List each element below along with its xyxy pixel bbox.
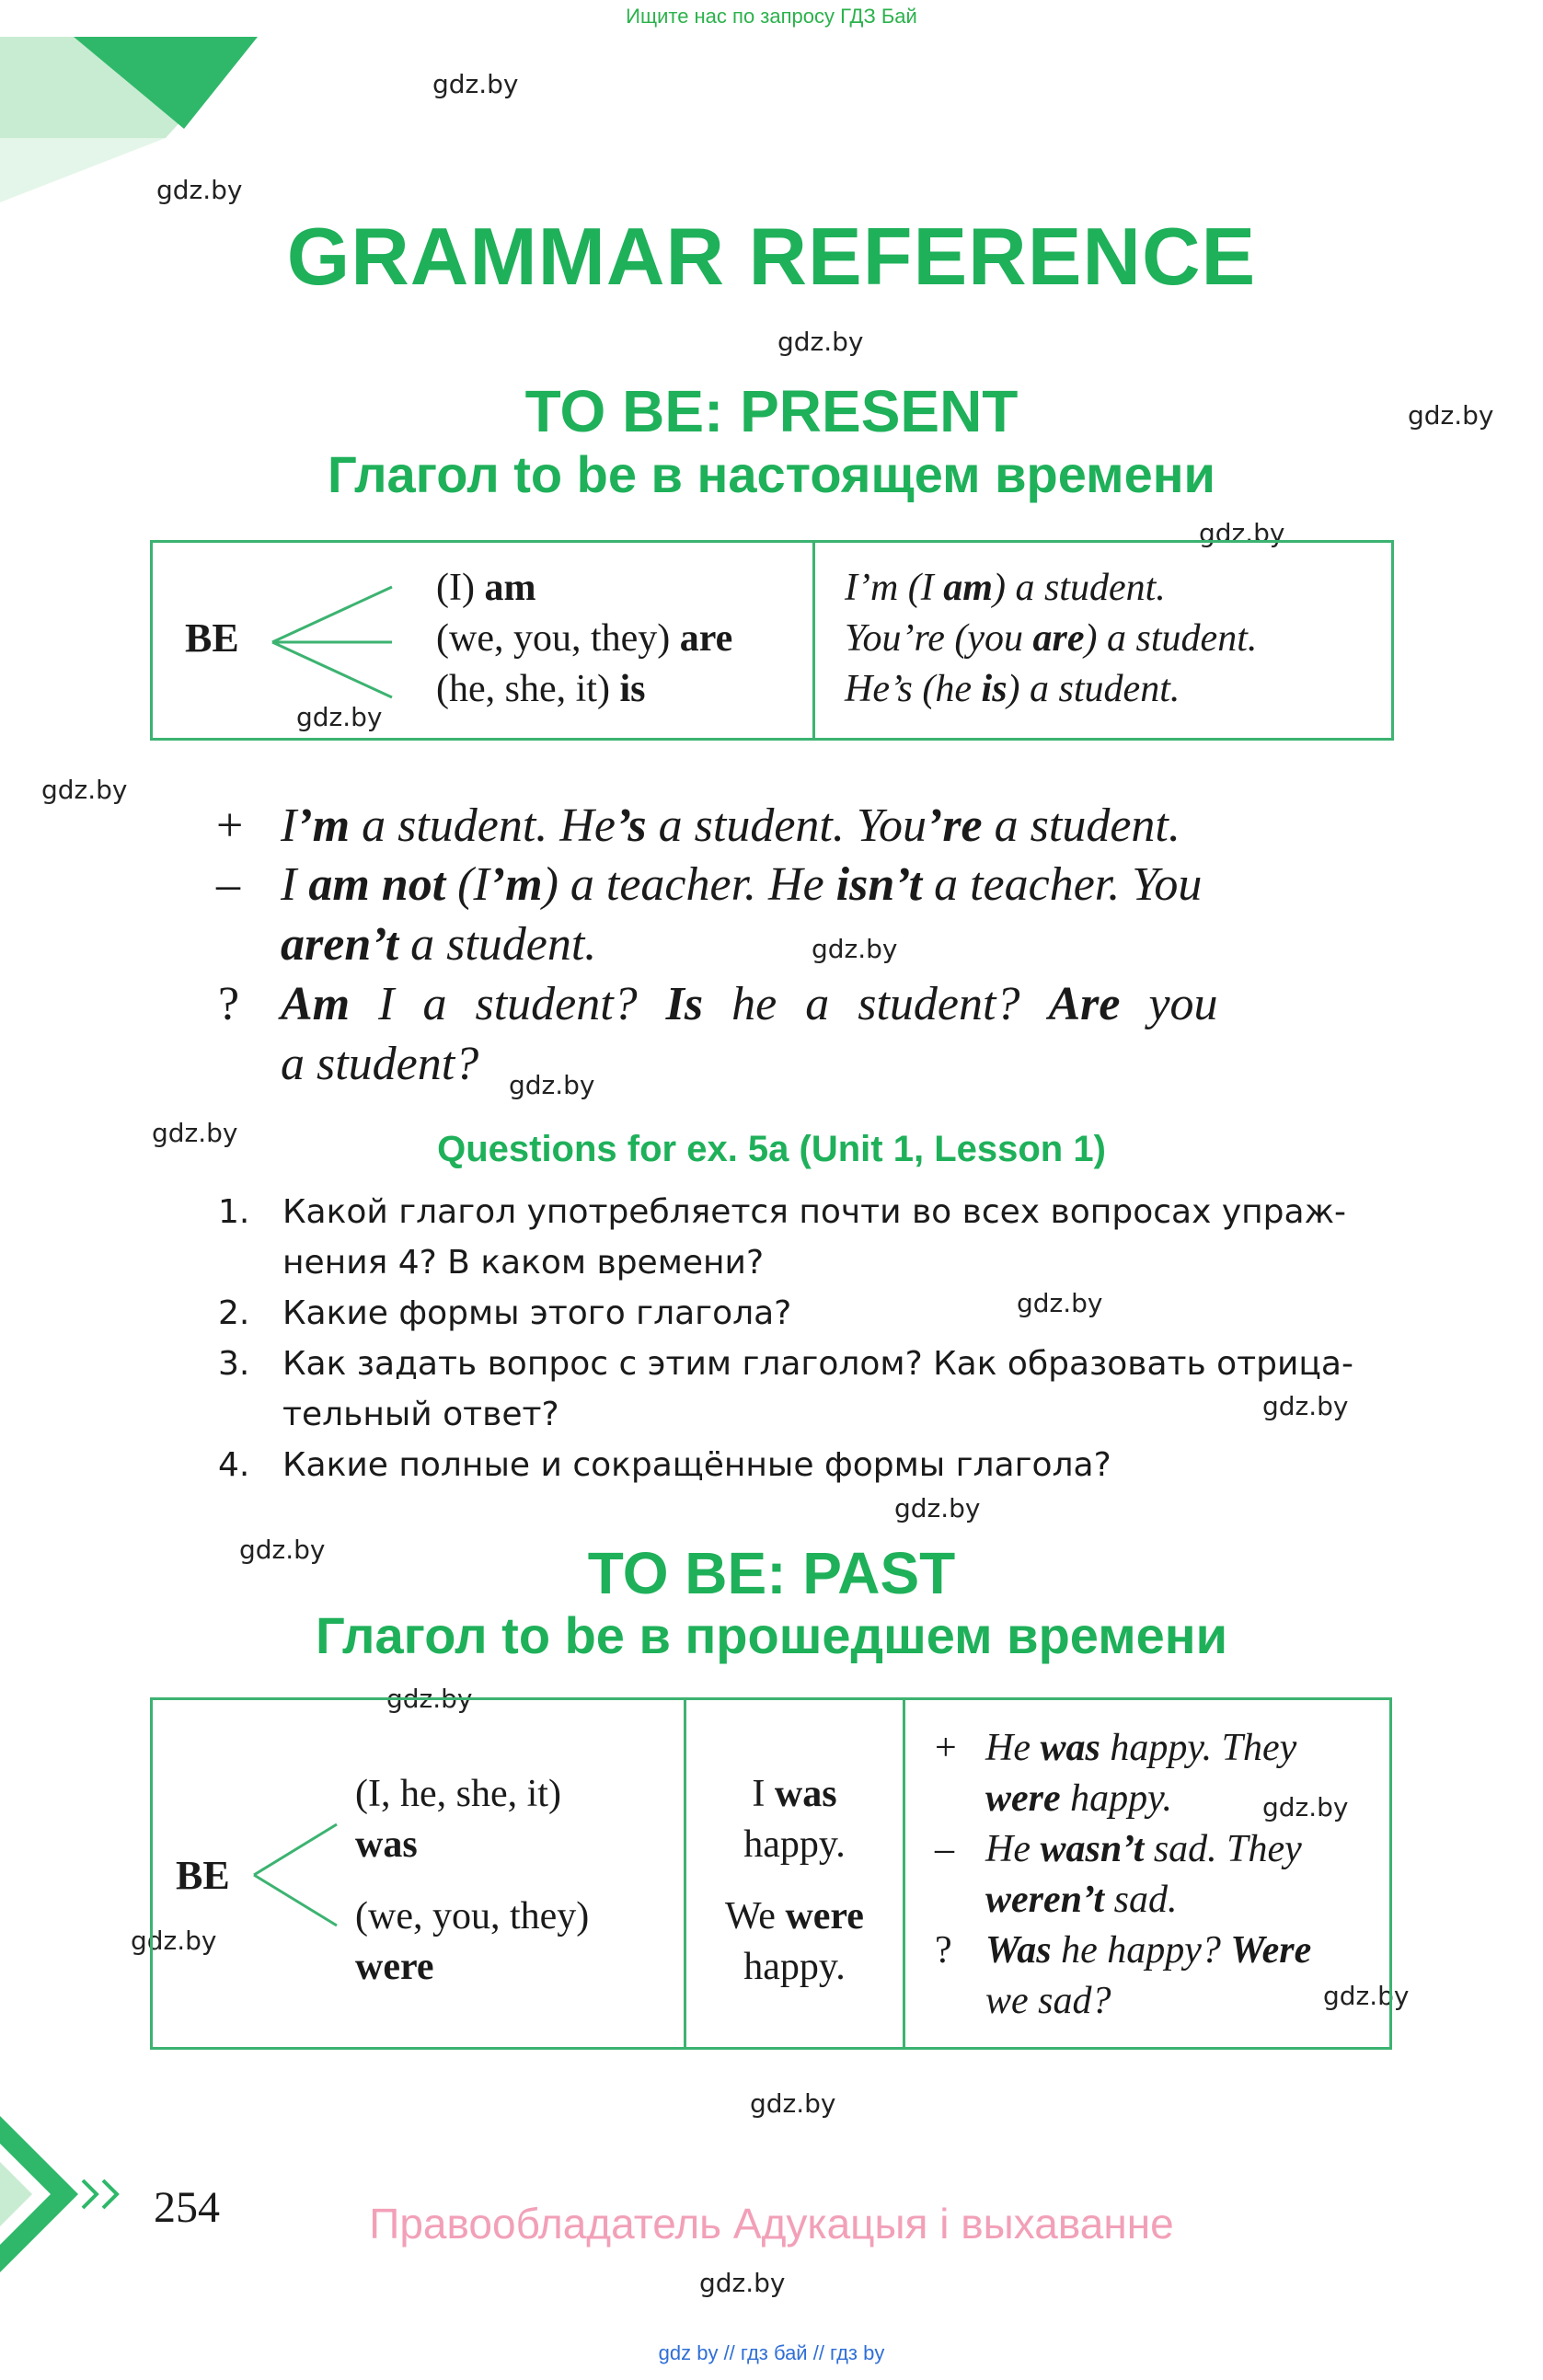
watermark: gdz.by: [156, 175, 243, 205]
present-table: [150, 540, 1394, 741]
watermark: gdz.by: [1199, 518, 1285, 548]
form-row: (he, she, it) is: [436, 668, 646, 710]
example-row: I’m (I am) a student.: [845, 567, 1166, 609]
question-example-line2: a student?: [281, 1038, 479, 1090]
list-item: 2. Какие формы этого глагола?: [218, 1294, 792, 1332]
past-mid-top: I was happy.: [743, 1773, 846, 1866]
branch-lines: [249, 1820, 351, 1930]
table-divider: [684, 1700, 686, 2047]
watermark: gdz.by: [894, 1493, 981, 1523]
question-example-line1: Am I a student? Is he a student? Are you: [281, 978, 1218, 1030]
minus-example-line1: I am not (I’m) a teacher. He isn’t a teacher. You: [281, 858, 1203, 911]
plus-sign: +: [216, 799, 244, 852]
questions-list: [218, 1187, 1405, 1490]
watermark: gdz.by: [812, 934, 898, 964]
page-number: 254: [154, 2183, 220, 2232]
example-row: He’s (he is) a student.: [845, 668, 1180, 710]
watermark: gdz.by: [509, 1070, 595, 1100]
watermark: gdz.by: [432, 69, 519, 99]
past-table: [150, 1697, 1392, 2050]
watermark: gdz.by: [152, 1118, 238, 1148]
plus-example: I’m a student. He’s a student. You’re a student.: [281, 799, 1180, 852]
watermark: gdz.by: [1408, 400, 1494, 431]
present-forms: [436, 563, 732, 715]
watermark: gdz.by: [750, 2088, 836, 2119]
form-row: (we, you, they) are: [436, 617, 733, 660]
past-heading: TO BE: PAST: [587, 1540, 956, 1606]
top-search-note: Ищите нас по запросу ГДЗ Бай: [626, 5, 917, 28]
example-row: You’re (you are) a student.: [845, 617, 1258, 660]
watermark: gdz.by: [41, 775, 128, 805]
present-subheading: Глагол to be в настоящем времени: [328, 445, 1215, 503]
watermark: gdz.by: [239, 1535, 326, 1565]
past-signs: + – ?: [935, 1727, 957, 1972]
watermark: gdz.by: [777, 327, 864, 357]
list-item: 4. Какие полные и сокращённые формы глагола?: [218, 1446, 1111, 1484]
branch-lines: [263, 578, 401, 707]
be-label: BE: [185, 615, 239, 661]
form-row: (I) am: [436, 567, 536, 609]
list-item: 1. Какой глагол употребляется почти во всех вопросах упраж- нения 4? В каком времени?: [218, 1193, 1346, 1282]
present-examples: [845, 563, 1257, 715]
watermark: gdz.by: [296, 702, 383, 732]
watermark: gdz.by: [131, 1926, 217, 1956]
watermark: gdz.by: [1017, 1288, 1103, 1318]
past-examples: He was happy. They were happy. He wasn’t sad. They weren’t sad. Was he happy? Were we sad?: [985, 1727, 1312, 2022]
footer-links[interactable]: gdz by // гдз бай // гдз by: [658, 2341, 885, 2364]
minus-example-line2: aren’t a student.: [281, 918, 597, 971]
table-divider: [903, 1700, 905, 2047]
question-sign: ?: [218, 978, 240, 1030]
watermark: gdz.by: [386, 1684, 473, 1714]
present-heading: TO BE: PRESENT: [524, 378, 1019, 444]
watermark: gdz.by: [699, 2268, 786, 2298]
past-forms-bottom: (we, you, they) were: [355, 1895, 590, 1988]
be-label: BE: [176, 1853, 230, 1898]
list-item: 3. Как задать вопрос с этим глаголом? Как образовать отрица- тельный ответ?: [218, 1345, 1353, 1433]
arrow-decoration: [0, 2116, 147, 2272]
past-forms-top: (I, he, she, it) was: [355, 1773, 561, 1866]
past-subheading: Глагол to be в прошедшем времени: [315, 1606, 1228, 1664]
minus-sign: –: [216, 858, 240, 911]
watermark: gdz.by: [1262, 1792, 1349, 1822]
questions-heading: Questions for ex. 5a (Unit 1, Lesson 1): [437, 1129, 1106, 1169]
watermark: gdz.by: [1323, 1981, 1410, 2011]
copyright-notice: Правообладатель Адукацыя і выхаванне: [369, 2200, 1174, 2248]
table-divider: [812, 543, 815, 738]
past-mid-bottom: We were happy.: [725, 1895, 864, 1988]
watermark: gdz.by: [1262, 1391, 1349, 1421]
page-title: GRAMMAR REFERENCE: [286, 211, 1257, 302]
